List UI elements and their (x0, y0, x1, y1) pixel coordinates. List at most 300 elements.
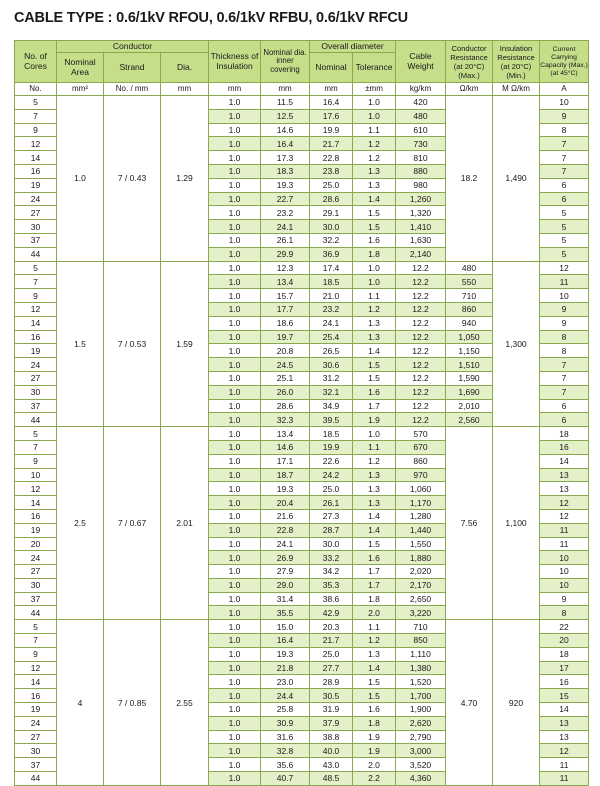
weight-cell: 12.2 (396, 344, 446, 358)
weight-cell: 570 (396, 427, 446, 441)
inner-covering-cell: 21.6 (261, 509, 310, 523)
dia-cell: 1.59 (161, 261, 209, 427)
thickness-cell: 1.0 (209, 289, 261, 303)
weight-cell: 2,020 (396, 565, 446, 579)
weight-cell: 1,440 (396, 523, 446, 537)
inner-covering-cell: 22.8 (261, 523, 310, 537)
inner-covering-cell: 26.0 (261, 385, 310, 399)
thickness-cell: 1.0 (209, 454, 261, 468)
inner-covering-cell: 40.7 (261, 772, 310, 786)
thickness-cell: 1.0 (209, 96, 261, 110)
weight-cell: 710 (396, 620, 446, 634)
inner-covering-cell: 16.4 (261, 634, 310, 648)
thickness-cell: 1.0 (209, 758, 261, 772)
weight-cell: 1,700 (396, 689, 446, 703)
weight-cell: 12.2 (396, 330, 446, 344)
nominal-diameter-cell: 20.3 (310, 620, 353, 634)
conductor-resistance-cell: 18.2 (446, 96, 493, 262)
weight-cell: 1,260 (396, 192, 446, 206)
weight-cell: 1,550 (396, 537, 446, 551)
tolerance-cell: 1.5 (353, 220, 396, 234)
strand-cell: 7 / 0.53 (104, 261, 161, 427)
inner-covering-cell: 23.0 (261, 675, 310, 689)
tolerance-cell: 1.3 (353, 330, 396, 344)
unit-cell: mm (310, 83, 353, 96)
nominal-diameter-cell: 34.9 (310, 399, 353, 413)
thickness-cell: 1.0 (209, 206, 261, 220)
header-dia: Dia. (161, 53, 209, 83)
nominal-diameter-cell: 18.5 (310, 275, 353, 289)
tolerance-cell: 1.0 (353, 427, 396, 441)
tolerance-cell: 1.8 (353, 716, 396, 730)
inner-covering-cell: 25.1 (261, 371, 310, 385)
header-nominal: Nominal (310, 53, 353, 83)
weight-cell: 1,900 (396, 703, 446, 717)
weight-cell: 1,630 (396, 233, 446, 247)
nominal-diameter-cell: 25.0 (310, 482, 353, 496)
thickness-cell: 1.0 (209, 427, 261, 441)
thickness-cell: 1.0 (209, 523, 261, 537)
cores-cell: 14 (15, 151, 57, 165)
weight-cell: 810 (396, 151, 446, 165)
thickness-cell: 1.0 (209, 220, 261, 234)
thickness-cell: 1.0 (209, 772, 261, 786)
conductor-resistance-cell: 1,590 (446, 371, 493, 385)
inner-covering-cell: 25.8 (261, 703, 310, 717)
inner-covering-cell: 14.6 (261, 123, 310, 137)
thickness-cell: 1.0 (209, 496, 261, 510)
nominal-diameter-cell: 35.3 (310, 578, 353, 592)
weight-cell: 12.2 (396, 385, 446, 399)
conductor-resistance-cell: 710 (446, 289, 493, 303)
current-capacity-cell: 5 (540, 206, 589, 220)
nominal-diameter-cell: 24.2 (310, 468, 353, 482)
nominal-diameter-cell: 39.5 (310, 413, 353, 427)
thickness-cell: 1.0 (209, 537, 261, 551)
weight-cell: 1,110 (396, 647, 446, 661)
tolerance-cell: 1.6 (353, 703, 396, 717)
current-capacity-cell: 5 (540, 233, 589, 247)
nominal-diameter-cell: 30.0 (310, 220, 353, 234)
weight-cell: 3,520 (396, 758, 446, 772)
cores-cell: 12 (15, 302, 57, 316)
current-capacity-cell: 10 (540, 289, 589, 303)
weight-cell: 980 (396, 178, 446, 192)
nominal-area-cell: 1.0 (57, 96, 104, 262)
weight-cell: 12.2 (396, 316, 446, 330)
cores-cell: 5 (15, 620, 57, 634)
current-capacity-cell: 17 (540, 661, 589, 675)
current-capacity-cell: 7 (540, 371, 589, 385)
weight-cell: 12.2 (396, 289, 446, 303)
inner-covering-cell: 12.5 (261, 109, 310, 123)
strand-cell: 7 / 0.43 (104, 96, 161, 262)
weight-cell: 2,650 (396, 592, 446, 606)
tolerance-cell: 1.5 (353, 358, 396, 372)
inner-covering-cell: 18.7 (261, 468, 310, 482)
cores-cell: 14 (15, 316, 57, 330)
cores-cell: 5 (15, 261, 57, 275)
thickness-cell: 1.0 (209, 703, 261, 717)
nominal-diameter-cell: 37.9 (310, 716, 353, 730)
tolerance-cell: 1.2 (353, 137, 396, 151)
dia-cell: 1.29 (161, 96, 209, 262)
current-capacity-cell: 18 (540, 427, 589, 441)
cores-cell: 7 (15, 275, 57, 289)
thickness-cell: 1.0 (209, 151, 261, 165)
strand-cell: 7 / 0.85 (104, 620, 161, 786)
tolerance-cell: 1.4 (353, 509, 396, 523)
thickness-cell: 1.0 (209, 192, 261, 206)
current-capacity-cell: 13 (540, 716, 589, 730)
nominal-diameter-cell: 18.5 (310, 427, 353, 441)
thickness-cell: 1.0 (209, 164, 261, 178)
thickness-cell: 1.0 (209, 137, 261, 151)
inner-covering-cell: 31.4 (261, 592, 310, 606)
current-capacity-cell: 9 (540, 592, 589, 606)
nominal-diameter-cell: 31.2 (310, 371, 353, 385)
header-conductor: Conductor (57, 41, 209, 53)
thickness-cell: 1.0 (209, 109, 261, 123)
cores-cell: 16 (15, 164, 57, 178)
inner-covering-cell: 32.3 (261, 413, 310, 427)
inner-covering-cell: 11.5 (261, 96, 310, 110)
cores-cell: 9 (15, 647, 57, 661)
unit-cell: mm² (57, 83, 104, 96)
inner-covering-cell: 15.0 (261, 620, 310, 634)
tolerance-cell: 1.3 (353, 647, 396, 661)
nominal-area-cell: 4 (57, 620, 104, 786)
tolerance-cell: 1.2 (353, 454, 396, 468)
current-capacity-cell: 11 (540, 758, 589, 772)
thickness-cell: 1.0 (209, 730, 261, 744)
unit-cell: M Ω/km (493, 83, 540, 96)
inner-covering-cell: 28.6 (261, 399, 310, 413)
unit-cell: mm (161, 83, 209, 96)
insulation-resistance-cell: 920 (493, 620, 540, 786)
current-capacity-cell: 7 (540, 385, 589, 399)
weight-cell: 730 (396, 137, 446, 151)
tolerance-cell: 1.9 (353, 730, 396, 744)
weight-cell: 12.2 (396, 413, 446, 427)
cores-cell: 5 (15, 427, 57, 441)
tolerance-cell: 1.3 (353, 482, 396, 496)
insulation-resistance-cell: 1,300 (493, 261, 540, 427)
weight-cell: 610 (396, 123, 446, 137)
nominal-diameter-cell: 25.0 (310, 178, 353, 192)
nominal-diameter-cell: 38.6 (310, 592, 353, 606)
cores-cell: 27 (15, 371, 57, 385)
weight-cell: 12.2 (396, 261, 446, 275)
thickness-cell: 1.0 (209, 413, 261, 427)
weight-cell: 880 (396, 164, 446, 178)
current-capacity-cell: 6 (540, 399, 589, 413)
nominal-diameter-cell: 26.1 (310, 496, 353, 510)
current-capacity-cell: 6 (540, 192, 589, 206)
weight-cell: 2,140 (396, 247, 446, 261)
thickness-cell: 1.0 (209, 689, 261, 703)
inner-covering-cell: 35.5 (261, 606, 310, 620)
cores-cell: 19 (15, 703, 57, 717)
cores-cell: 9 (15, 454, 57, 468)
weight-cell: 1,880 (396, 551, 446, 565)
inner-covering-cell: 32.8 (261, 744, 310, 758)
nominal-diameter-cell: 30.0 (310, 537, 353, 551)
nominal-diameter-cell: 28.7 (310, 523, 353, 537)
table-row (15, 427, 589, 441)
nominal-diameter-cell: 22.8 (310, 151, 353, 165)
cores-cell: 12 (15, 137, 57, 151)
cores-cell: 19 (15, 178, 57, 192)
tolerance-cell: 1.0 (353, 96, 396, 110)
nominal-diameter-cell: 21.0 (310, 289, 353, 303)
cores-cell: 7 (15, 440, 57, 454)
cores-cell: 20 (15, 537, 57, 551)
tolerance-cell: 2.0 (353, 758, 396, 772)
nominal-diameter-cell: 43.0 (310, 758, 353, 772)
header-tolerance: Tolerance (353, 53, 396, 83)
thickness-cell: 1.0 (209, 482, 261, 496)
weight-cell: 3,000 (396, 744, 446, 758)
header-inner-covering: Nominal dia. inner covering (261, 41, 310, 83)
current-capacity-cell: 6 (540, 178, 589, 192)
thickness-cell: 1.0 (209, 551, 261, 565)
inner-covering-cell: 13.4 (261, 275, 310, 289)
cores-cell: 37 (15, 592, 57, 606)
weight-cell: 12.2 (396, 358, 446, 372)
inner-covering-cell: 15.7 (261, 289, 310, 303)
unit-cell: kg/km (396, 83, 446, 96)
tolerance-cell: 1.1 (353, 620, 396, 634)
inner-covering-cell: 18.6 (261, 316, 310, 330)
weight-cell: 12.2 (396, 399, 446, 413)
cores-cell: 44 (15, 772, 57, 786)
inner-covering-cell: 17.3 (261, 151, 310, 165)
weight-cell: 1,380 (396, 661, 446, 675)
cores-cell: 24 (15, 716, 57, 730)
cores-cell: 19 (15, 344, 57, 358)
conductor-resistance-cell: 1,510 (446, 358, 493, 372)
cores-cell: 30 (15, 220, 57, 234)
tolerance-cell: 1.6 (353, 233, 396, 247)
current-capacity-cell: 14 (540, 454, 589, 468)
cores-cell: 27 (15, 565, 57, 579)
inner-covering-cell: 19.3 (261, 178, 310, 192)
weight-cell: 480 (396, 109, 446, 123)
inner-covering-cell: 20.4 (261, 496, 310, 510)
weight-cell: 970 (396, 468, 446, 482)
cores-cell: 9 (15, 289, 57, 303)
inner-covering-cell: 29.9 (261, 247, 310, 261)
thickness-cell: 1.0 (209, 178, 261, 192)
inner-covering-cell: 35.6 (261, 758, 310, 772)
inner-covering-cell: 26.1 (261, 233, 310, 247)
current-capacity-cell: 12 (540, 496, 589, 510)
cores-cell: 37 (15, 399, 57, 413)
inner-covering-cell: 19.3 (261, 647, 310, 661)
thickness-cell: 1.0 (209, 371, 261, 385)
thickness-cell: 1.0 (209, 344, 261, 358)
tolerance-cell: 1.6 (353, 385, 396, 399)
conductor-resistance-cell: 4.70 (446, 620, 493, 786)
nominal-diameter-cell: 28.6 (310, 192, 353, 206)
units-row (15, 83, 589, 96)
nominal-diameter-cell: 30.5 (310, 689, 353, 703)
thickness-cell: 1.0 (209, 675, 261, 689)
nominal-diameter-cell: 26.5 (310, 344, 353, 358)
cores-cell: 12 (15, 482, 57, 496)
cores-cell: 16 (15, 330, 57, 344)
inner-covering-cell: 26.9 (261, 551, 310, 565)
cores-cell: 27 (15, 730, 57, 744)
conductor-resistance-cell: 1,690 (446, 385, 493, 399)
tolerance-cell: 1.8 (353, 592, 396, 606)
header-nominal-area: Nominal Area (57, 53, 104, 83)
table-body (15, 96, 589, 786)
insulation-resistance-cell: 1,100 (493, 427, 540, 620)
thickness-cell: 1.0 (209, 247, 261, 261)
cores-cell: 27 (15, 206, 57, 220)
conductor-resistance-cell: 550 (446, 275, 493, 289)
inner-covering-cell: 18.3 (261, 164, 310, 178)
nominal-diameter-cell: 19.9 (310, 440, 353, 454)
cores-cell: 44 (15, 247, 57, 261)
thickness-cell: 1.0 (209, 316, 261, 330)
current-capacity-cell: 13 (540, 730, 589, 744)
weight-cell: 860 (396, 454, 446, 468)
inner-covering-cell: 24.1 (261, 220, 310, 234)
nominal-diameter-cell: 23.2 (310, 302, 353, 316)
inner-covering-cell: 31.6 (261, 730, 310, 744)
cores-cell: 37 (15, 758, 57, 772)
cores-cell: 19 (15, 523, 57, 537)
thickness-cell: 1.0 (209, 440, 261, 454)
current-capacity-cell: 7 (540, 151, 589, 165)
weight-cell: 420 (396, 96, 446, 110)
unit-cell: A (540, 83, 589, 96)
nominal-diameter-cell: 34.2 (310, 565, 353, 579)
current-capacity-cell: 8 (540, 606, 589, 620)
cores-cell: 44 (15, 606, 57, 620)
inner-covering-cell: 24.5 (261, 358, 310, 372)
nominal-diameter-cell: 29.1 (310, 206, 353, 220)
current-capacity-cell: 8 (540, 123, 589, 137)
conductor-resistance-cell: 2,010 (446, 399, 493, 413)
tolerance-cell: 1.2 (353, 302, 396, 316)
current-capacity-cell: 7 (540, 164, 589, 178)
inner-covering-cell: 22.7 (261, 192, 310, 206)
conductor-resistance-cell: 2,560 (446, 413, 493, 427)
inner-covering-cell: 19.7 (261, 330, 310, 344)
tolerance-cell: 1.9 (353, 744, 396, 758)
weight-cell: 1,060 (396, 482, 446, 496)
tolerance-cell: 1.8 (353, 247, 396, 261)
current-capacity-cell: 9 (540, 109, 589, 123)
tolerance-cell: 1.4 (353, 344, 396, 358)
nominal-diameter-cell: 27.3 (310, 509, 353, 523)
nominal-diameter-cell: 40.0 (310, 744, 353, 758)
current-capacity-cell: 8 (540, 344, 589, 358)
unit-cell: No. / mm (104, 83, 161, 96)
thickness-cell: 1.0 (209, 647, 261, 661)
current-capacity-cell: 5 (540, 220, 589, 234)
cores-cell: 30 (15, 385, 57, 399)
header-overall-diameter: Overall diameter (310, 41, 396, 53)
current-capacity-cell: 20 (540, 634, 589, 648)
header-insulation-resistance: Insulation Resistance (at 20°C) (Min.) (493, 41, 540, 83)
thickness-cell: 1.0 (209, 565, 261, 579)
tolerance-cell: 1.3 (353, 316, 396, 330)
table-header (15, 41, 589, 96)
weight-cell: 3,220 (396, 606, 446, 620)
cores-cell: 30 (15, 744, 57, 758)
thickness-cell: 1.0 (209, 330, 261, 344)
weight-cell: 12.2 (396, 371, 446, 385)
weight-cell: 1,520 (396, 675, 446, 689)
tolerance-cell: 1.1 (353, 289, 396, 303)
inner-covering-cell: 20.8 (261, 344, 310, 358)
inner-covering-cell: 30.9 (261, 716, 310, 730)
current-capacity-cell: 12 (540, 744, 589, 758)
thickness-cell: 1.0 (209, 509, 261, 523)
cores-cell: 37 (15, 233, 57, 247)
cable-spec-table (14, 40, 589, 786)
thickness-cell: 1.0 (209, 399, 261, 413)
weight-cell: 12.2 (396, 302, 446, 316)
current-capacity-cell: 10 (540, 551, 589, 565)
weight-cell: 850 (396, 634, 446, 648)
current-capacity-cell: 22 (540, 620, 589, 634)
tolerance-cell: 1.5 (353, 371, 396, 385)
cores-cell: 12 (15, 661, 57, 675)
inner-covering-cell: 13.4 (261, 427, 310, 441)
inner-covering-cell: 17.1 (261, 454, 310, 468)
cores-cell: 14 (15, 675, 57, 689)
nominal-diameter-cell: 25.4 (310, 330, 353, 344)
insulation-resistance-cell: 1,490 (493, 96, 540, 262)
current-capacity-cell: 11 (540, 523, 589, 537)
cores-cell: 30 (15, 578, 57, 592)
tolerance-cell: 1.9 (353, 413, 396, 427)
cores-cell: 14 (15, 496, 57, 510)
thickness-cell: 1.0 (209, 261, 261, 275)
tolerance-cell: 1.5 (353, 689, 396, 703)
tolerance-cell: 1.6 (353, 551, 396, 565)
tolerance-cell: 1.5 (353, 675, 396, 689)
tolerance-cell: 2.2 (353, 772, 396, 786)
nominal-diameter-cell: 16.4 (310, 96, 353, 110)
thickness-cell: 1.0 (209, 275, 261, 289)
thickness-cell: 1.0 (209, 634, 261, 648)
weight-cell: 2,790 (396, 730, 446, 744)
unit-cell: Ω/km (446, 83, 493, 96)
nominal-area-cell: 2.5 (57, 427, 104, 620)
weight-cell: 4,360 (396, 772, 446, 786)
table-row (15, 261, 589, 275)
tolerance-cell: 1.0 (353, 109, 396, 123)
inner-covering-cell: 29.0 (261, 578, 310, 592)
tolerance-cell: 1.0 (353, 261, 396, 275)
conductor-resistance-cell: 1,050 (446, 330, 493, 344)
current-capacity-cell: 18 (540, 647, 589, 661)
nominal-diameter-cell: 27.7 (310, 661, 353, 675)
current-capacity-cell: 9 (540, 302, 589, 316)
current-capacity-cell: 10 (540, 578, 589, 592)
tolerance-cell: 1.2 (353, 151, 396, 165)
tolerance-cell: 1.3 (353, 178, 396, 192)
current-capacity-cell: 14 (540, 703, 589, 717)
conductor-resistance-cell: 860 (446, 302, 493, 316)
